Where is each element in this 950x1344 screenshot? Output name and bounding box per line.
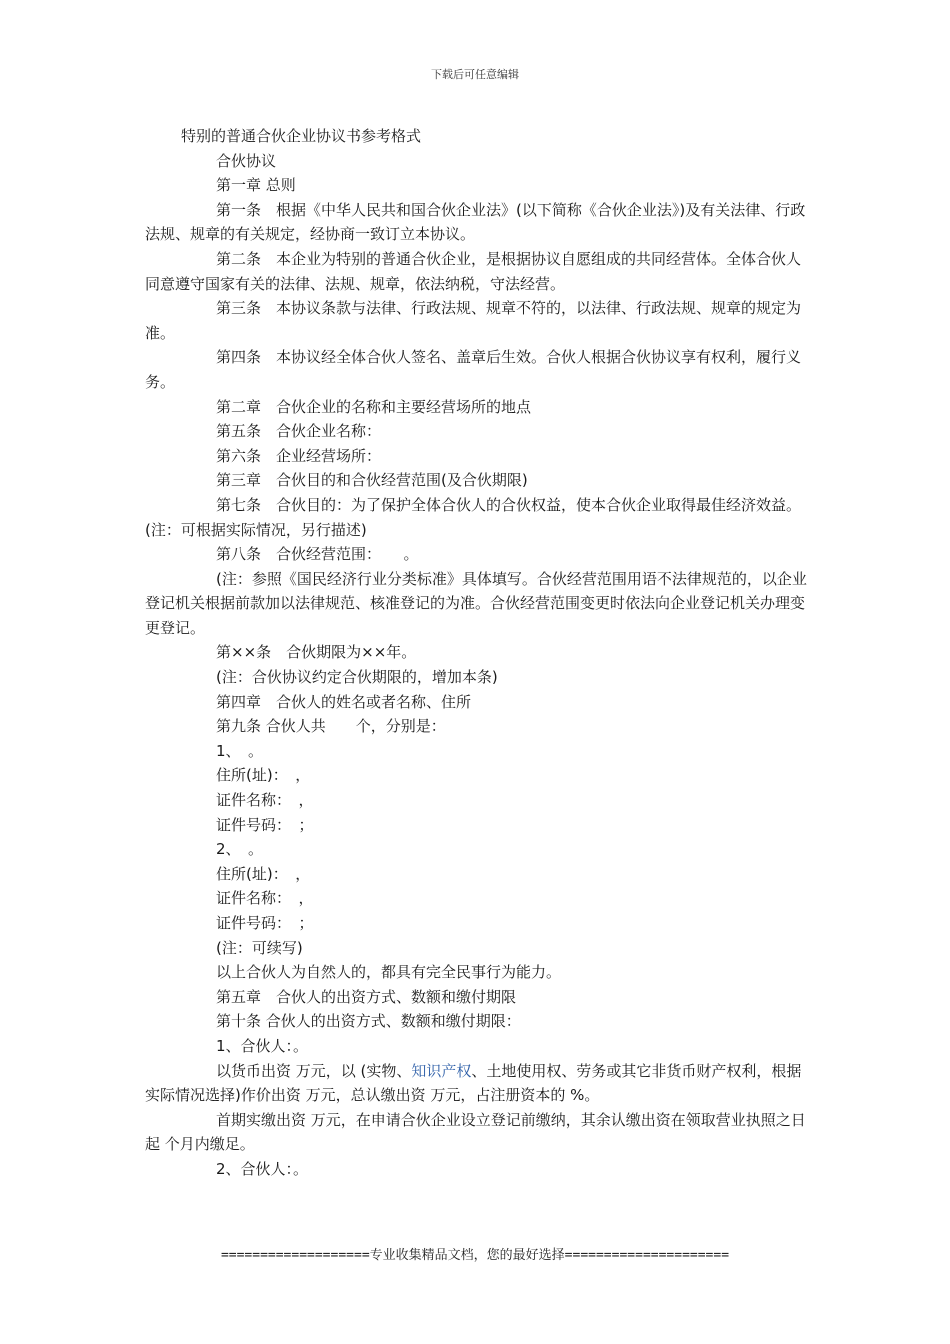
paragraph: 2、 。	[216, 840, 264, 859]
footer-slogan: 专业收集精品文档，您的最好选择	[369, 1248, 565, 1263]
paragraph: 合伙协议	[216, 151, 277, 170]
paragraph: 第五章 合伙人的出资方式、数额和缴付期限	[216, 987, 517, 1006]
contribution-text-before: 以货币出资 万元，以 (实物、	[216, 1061, 412, 1080]
paragraph: 证件名称： ，	[216, 889, 314, 908]
paragraph: 证件号码： ；	[216, 815, 314, 834]
paragraph: 第四条 本协议经全体合伙人签名、盖章后生效。合伙人根据合伙协议享有权利，履行义务。	[145, 348, 802, 391]
page-header: 下载后可任意编辑	[431, 68, 519, 81]
paragraph: 证件号码： ；	[216, 914, 314, 932]
paragraph: 首期实缴出资 万元，在申请合伙企业设立登记前缴纳，其余认缴出资在领取营业执照之日起 个月内缴足。	[145, 1110, 806, 1154]
paragraph-group-tail	[145, 1108, 807, 1182]
document-body	[145, 124, 807, 1182]
paragraph: (注：参照《国民经济行业分类标准》具体填写。合伙经营范围用语不法律规范的，以企业登记机关根据前款加以法律规范、核准登记的为准。合伙经营范围变更时依法向企业登记机关办理变更登记。	[145, 569, 807, 637]
document-title: 特别的普通合伙企业协议书参考格式	[181, 127, 422, 145]
contribution-text-after: 、土地使用权、劳务或其它非货币财产权利，根据实际情况选择)作价出资 万元，总认缴出资 万元，占注册资本的 %。	[145, 1061, 802, 1105]
paragraph: 第九条 合伙人共 个，分别是：	[216, 717, 446, 736]
footer-rule-right: =====================	[564, 1248, 730, 1263]
paragraph: 住所(址)： ，	[216, 864, 311, 883]
paragraph: 第一条 根据《中华人民共和国合伙企业法》(以下简称《合伙企业法》)及有关法律、行政法规、规章的有关规定，经协商一致订立本协议。	[145, 200, 806, 244]
paragraph: 1、合伙人：。	[216, 1036, 309, 1055]
paragraph: 住所(址)： ，	[216, 766, 311, 785]
paragraph-group	[145, 149, 807, 1059]
paragraph: 第四章 合伙人的姓名或者名称、住所	[216, 692, 472, 711]
paragraph: 第六条 企业经营场所：	[216, 446, 382, 465]
paragraph: 第二章 合伙企业的名称和主要经营场所的地点	[216, 397, 532, 416]
paragraph: 第五条 合伙企业名称：	[216, 422, 382, 441]
paragraph: 第七条 合伙目的：为了保护全体合伙人的合伙权益，使本合伙企业取得最佳经济效益。(注：可根据实际情况，另行描述)	[145, 495, 802, 539]
paragraph: 第三章 合伙目的和合伙经营范围(及合伙期限)	[216, 471, 528, 490]
paragraph: 第一章 总则	[216, 176, 296, 195]
paragraph: (注：可续写)	[216, 938, 303, 957]
footer-rule-left: ===================	[220, 1248, 370, 1263]
paragraph: 第二条 本企业为特别的普通合伙企业，是根据协议自愿组成的共同经营体。全体合伙人同意遵守国家有关的法律、法规、规章，依法纳税，守法经营。	[145, 249, 802, 293]
paragraph: (注：合伙协议约定合伙期限的，增加本条)	[216, 668, 498, 687]
paragraph: 1、 。	[216, 741, 264, 760]
page-footer	[0, 1244, 950, 1263]
paragraph: 第八条 合伙经营范围： 。	[216, 545, 419, 564]
paragraph: 第三条 本协议条款与法律、行政法规、规章不符的，以法律、行政法规、规章的规定为准。	[145, 299, 802, 342]
paragraph: 第十条 合伙人的出资方式、数额和缴付期限：	[216, 1012, 521, 1031]
ip-link[interactable]: 知识产权	[411, 1061, 472, 1080]
paragraph: 以上合伙人为自然人的，都具有完全民事行为能力。	[216, 963, 562, 982]
paragraph: 证件名称： ，	[216, 791, 314, 810]
paragraph: 第××条 合伙期限为××年。	[216, 643, 417, 662]
paragraph: 2、合伙人：。	[216, 1159, 309, 1178]
paragraph-contribution	[145, 1059, 807, 1108]
